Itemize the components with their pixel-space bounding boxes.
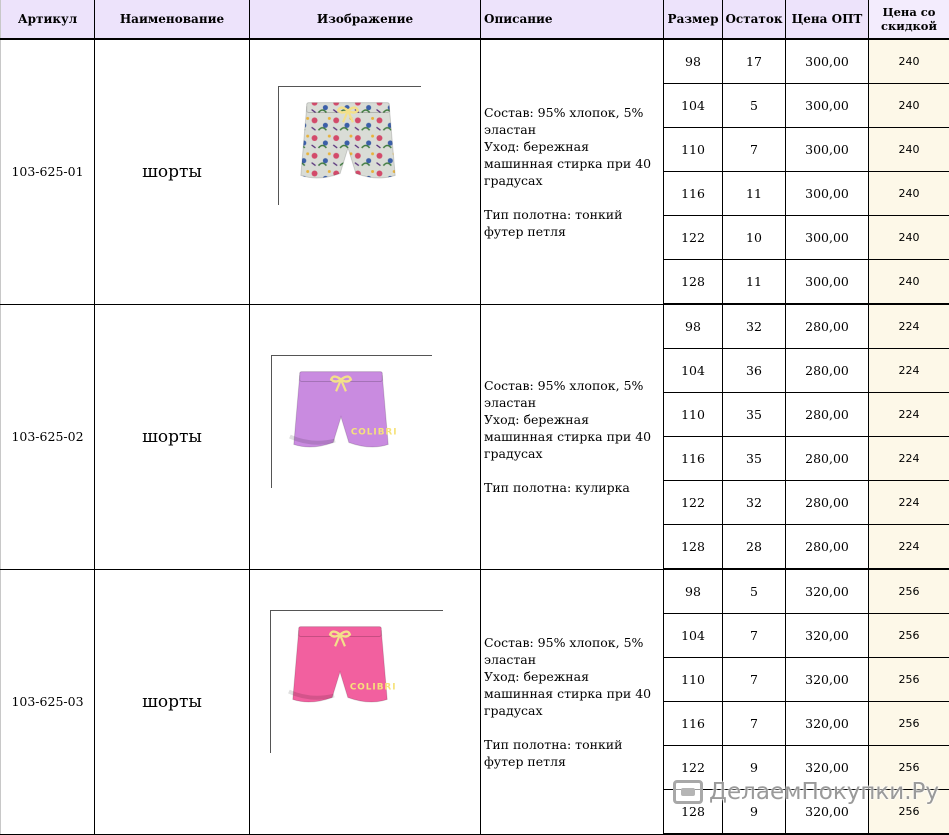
discount-price-cell[interactable]: 256 <box>869 658 949 702</box>
size-cell[interactable]: 98 <box>664 304 723 349</box>
size-cell[interactable]: 98 <box>664 569 723 614</box>
size-cell[interactable]: 116 <box>664 702 723 746</box>
discount-price-cell[interactable]: 240 <box>869 128 949 172</box>
article-cell[interactable]: 103-625-02 <box>1 304 95 569</box>
header-row <box>1 0 949 39</box>
size-cell[interactable]: 116 <box>664 172 723 216</box>
pink-shorts-image <box>281 621 399 713</box>
product-name-cell[interactable]: шорты <box>95 304 250 569</box>
price-cell[interactable]: 300,00 <box>786 216 869 260</box>
discount-price-cell[interactable]: 224 <box>869 304 949 349</box>
price-cell[interactable]: 320,00 <box>786 569 869 614</box>
size-cell[interactable]: 104 <box>664 84 723 128</box>
article-cell[interactable]: 103-625-03 <box>1 569 95 834</box>
size-cell[interactable]: 104 <box>664 614 723 658</box>
article-cell[interactable]: 103-625-01 <box>1 39 95 304</box>
stock-cell[interactable]: 5 <box>723 569 786 614</box>
description-gap <box>484 189 660 206</box>
size-cell[interactable]: 110 <box>664 658 723 702</box>
discount-price-cell[interactable]: 256 <box>869 569 949 614</box>
discount-price-cell[interactable]: 240 <box>869 39 949 84</box>
image-frame <box>271 355 432 488</box>
image-frame <box>278 86 421 205</box>
size-row <box>1 39 949 84</box>
size-cell[interactable]: 128 <box>664 790 723 835</box>
stock-cell[interactable]: 35 <box>723 437 786 481</box>
lilac-shorts-image <box>282 366 400 458</box>
size-cell[interactable]: 122 <box>664 746 723 790</box>
price-cell[interactable]: 300,00 <box>786 39 869 84</box>
description-line: Тип полотна: кулирка <box>484 479 660 496</box>
price-cell[interactable]: 280,00 <box>786 437 869 481</box>
size-cell[interactable]: 122 <box>664 216 723 260</box>
size-cell[interactable]: 110 <box>664 128 723 172</box>
price-cell[interactable]: 320,00 <box>786 702 869 746</box>
stock-cell[interactable]: 7 <box>723 614 786 658</box>
stock-cell[interactable]: 7 <box>723 702 786 746</box>
description-line: Уход: бережная машинная стирка при 40 градусах <box>484 138 660 189</box>
header-image[interactable]: Изображение <box>250 0 481 39</box>
discount-price-cell[interactable]: 224 <box>869 525 949 570</box>
description-line: Уход: бережная машинная стирка при 40 градусах <box>484 411 660 462</box>
description-line: Состав: 95% хлопок, 5% эластан <box>484 104 660 138</box>
stock-cell[interactable]: 32 <box>723 481 786 525</box>
stock-cell[interactable]: 36 <box>723 349 786 393</box>
stock-cell[interactable]: 32 <box>723 304 786 349</box>
header-name[interactable]: Наименование <box>95 0 250 39</box>
product-image-cell[interactable] <box>250 304 481 569</box>
description-line: Состав: 95% хлопок, 5% эластан <box>484 377 660 411</box>
stock-cell[interactable]: 9 <box>723 790 786 835</box>
size-cell[interactable]: 98 <box>664 39 723 84</box>
stock-cell[interactable]: 10 <box>723 216 786 260</box>
stock-cell[interactable]: 11 <box>723 172 786 216</box>
watermark <box>673 779 939 805</box>
stock-cell[interactable]: 7 <box>723 658 786 702</box>
description-line: Тип полотна: тонкий футер петля <box>484 736 660 770</box>
price-cell[interactable]: 320,00 <box>786 658 869 702</box>
watermark-text: ДелаемПокупки.Ру <box>709 779 939 805</box>
description-line: Уход: бережная машинная стирка при 40 градусах <box>484 668 660 719</box>
price-cell[interactable]: 320,00 <box>786 746 869 790</box>
stock-cell[interactable]: 9 <box>723 746 786 790</box>
price-cell[interactable]: 280,00 <box>786 525 869 570</box>
description-cell[interactable] <box>481 39 664 304</box>
product-name-cell[interactable]: шорты <box>95 569 250 834</box>
description-line: Состав: 95% хлопок, 5% эластан <box>484 634 660 668</box>
discount-price-cell[interactable]: 240 <box>869 260 949 305</box>
floral-shorts-image <box>289 97 407 189</box>
description-line: Тип полотна: тонкий футер петля <box>484 206 660 240</box>
size-row <box>1 304 949 349</box>
price-cell[interactable]: 280,00 <box>786 349 869 393</box>
discount-price-cell[interactable]: 224 <box>869 481 949 525</box>
header-stock[interactable]: Остаток <box>723 0 786 39</box>
stock-cell[interactable]: 5 <box>723 84 786 128</box>
description-cell[interactable] <box>481 304 664 569</box>
discount-price-cell[interactable]: 224 <box>869 437 949 481</box>
product-name-cell[interactable]: шорты <box>95 39 250 304</box>
description-cell[interactable] <box>481 569 664 834</box>
image-frame <box>270 610 443 753</box>
header-price-opt[interactable]: Цена ОПТ <box>786 0 869 39</box>
stock-cell[interactable]: 17 <box>723 39 786 84</box>
size-cell[interactable]: 122 <box>664 481 723 525</box>
discount-price-cell[interactable]: 224 <box>869 393 949 437</box>
discount-price-cell[interactable]: 240 <box>869 216 949 260</box>
size-cell[interactable]: 116 <box>664 437 723 481</box>
shorts-print-text: COLIBRI <box>350 682 397 692</box>
stock-cell[interactable]: 11 <box>723 260 786 305</box>
size-cell[interactable]: 128 <box>664 260 723 305</box>
discount-price-cell[interactable]: 256 <box>869 614 949 658</box>
price-cell[interactable]: 300,00 <box>786 172 869 216</box>
discount-price-cell[interactable]: 240 <box>869 172 949 216</box>
header-article[interactable]: Артикул <box>1 0 95 39</box>
discount-price-cell[interactable]: 224 <box>869 349 949 393</box>
product-image-cell[interactable] <box>250 39 481 304</box>
shopping-cart-icon <box>673 780 703 804</box>
product-image-cell[interactable] <box>250 569 481 834</box>
header-size[interactable]: Размер <box>664 0 723 39</box>
price-cell[interactable]: 320,00 <box>786 614 869 658</box>
description-gap <box>484 719 660 736</box>
discount-price-cell[interactable]: 256 <box>869 702 949 746</box>
header-discount-price[interactable]: Цена со скидкой <box>869 0 949 39</box>
price-cell[interactable]: 320,00 <box>786 790 869 835</box>
size-row <box>1 569 949 614</box>
discount-price-cell[interactable]: 256 <box>869 790 949 835</box>
size-cell[interactable]: 128 <box>664 525 723 570</box>
stock-cell[interactable]: 7 <box>723 128 786 172</box>
header-description[interactable]: Описание <box>481 0 664 39</box>
discount-price-cell[interactable]: 240 <box>869 84 949 128</box>
size-cell[interactable]: 110 <box>664 393 723 437</box>
shorts-print-text: COLIBRI <box>351 427 398 437</box>
stock-cell[interactable]: 35 <box>723 393 786 437</box>
description-gap <box>484 462 660 479</box>
size-cell[interactable]: 104 <box>664 349 723 393</box>
price-cell[interactable]: 300,00 <box>786 260 869 305</box>
price-cell[interactable]: 280,00 <box>786 481 869 525</box>
stock-cell[interactable]: 28 <box>723 525 786 570</box>
price-cell[interactable]: 280,00 <box>786 393 869 437</box>
discount-price-cell[interactable]: 256 <box>869 746 949 790</box>
price-cell[interactable]: 300,00 <box>786 84 869 128</box>
price-cell[interactable]: 300,00 <box>786 128 869 172</box>
price-cell[interactable]: 280,00 <box>786 304 869 349</box>
